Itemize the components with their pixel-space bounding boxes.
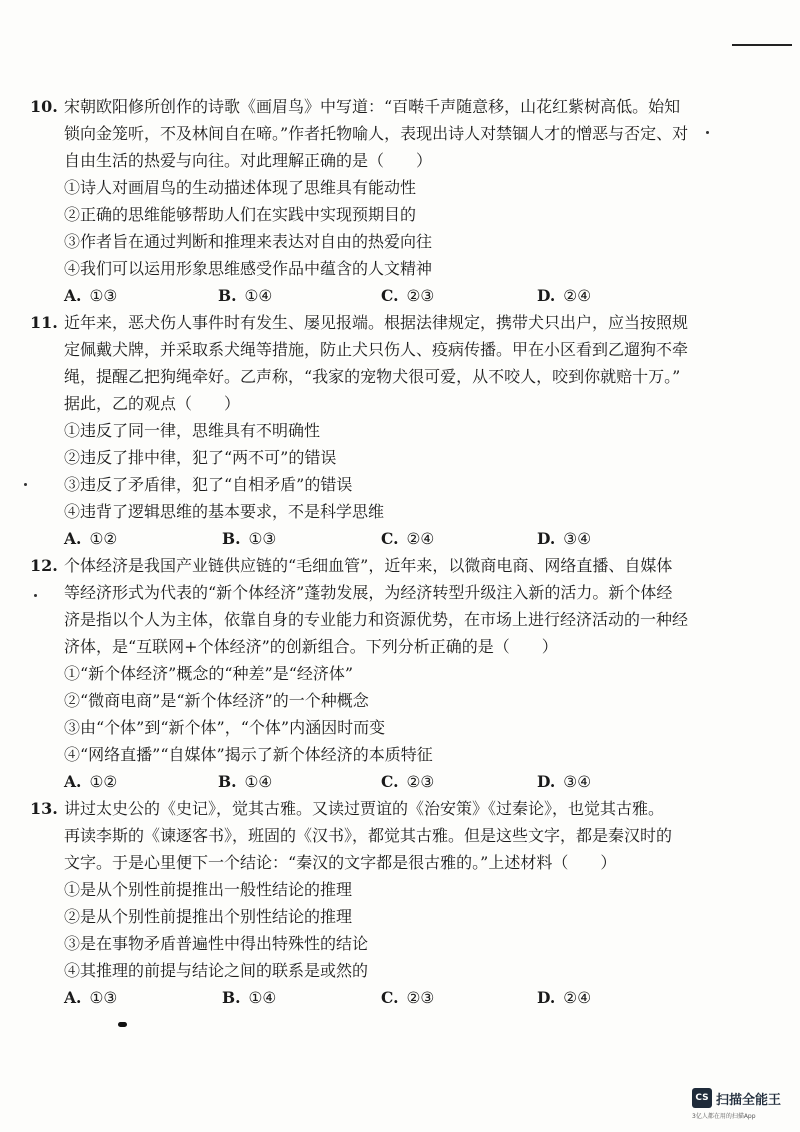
scanner-logo-icon: CS xyxy=(692,1088,712,1108)
choice-a xyxy=(64,529,117,549)
choice-text: ①④ xyxy=(244,773,273,791)
statement-option: ①“新个体经济”概念的“种差”是“经济体” xyxy=(64,664,354,683)
choice-c xyxy=(381,529,434,549)
question-stem-line: 讲过太史公的《史记》，觉其古雅。又读过贾谊的《治安策》《过秦论》，也觉其古雅。 xyxy=(64,799,665,818)
statement-option: ①诗人对画眉鸟的生动描述体现了思维具有能动性 xyxy=(64,178,417,197)
question-stem-line: 锁向金笼听，不及林间自在啼。”作者托物喻人，表现出诗人对禁锢人才的憎恶与否定、对 xyxy=(64,124,689,143)
choice-text: ③④ xyxy=(563,773,592,791)
choice-letter: B. xyxy=(218,772,237,791)
choice-letter: A. xyxy=(64,286,82,305)
question-stem-line: 济体，是“互联网+个体经济”的创新组合。下列分析正确的是（ ） xyxy=(64,637,558,656)
choice-letter: B. xyxy=(222,529,241,548)
choice-text: ①② xyxy=(89,530,118,548)
choice-b xyxy=(222,988,276,1008)
choice-c xyxy=(381,286,434,306)
choice-text: ②④ xyxy=(563,989,592,1007)
question-stem-line: 济是指以个人为主体，依靠自身的专业能力和资源优势，在市场上进行经济活动的一种经 xyxy=(64,610,689,629)
choice-c xyxy=(381,988,434,1008)
choice-text: ②④ xyxy=(406,530,435,548)
statement-option: ②正确的思维能够帮助人们在实践中实现预期目的 xyxy=(64,205,417,224)
choice-letter: A. xyxy=(64,772,82,791)
choice-letter: A. xyxy=(64,529,82,548)
scan-speck xyxy=(706,131,709,134)
choice-text: ①③ xyxy=(248,530,277,548)
choice-letter: B. xyxy=(222,988,241,1007)
choice-letter: C. xyxy=(381,286,399,305)
choice-text: ②④ xyxy=(563,287,592,305)
statement-option: ④违背了逻辑思维的基本要求，不是科学思维 xyxy=(64,502,385,521)
statement-option: ②“微商电商”是“新个体经济”的一个种概念 xyxy=(64,691,369,710)
statement-option: ④其推理的前提与结论之间的联系是或然的 xyxy=(64,961,369,980)
choice-text: ①④ xyxy=(248,989,277,1007)
statement-option: ①是从个别性前提推出一般性结论的推理 xyxy=(64,880,353,899)
scan-blot xyxy=(118,1022,127,1027)
choice-text: ①③ xyxy=(89,989,118,1007)
question-stem-line: 绳，提醒乙把狗绳牵好。乙声称，“我家的宠物犬很可爱，从不咬人，咬到你就赔十万。” xyxy=(64,367,681,386)
choice-text: ①④ xyxy=(244,287,273,305)
question-stem-line: 等经济形式为代表的“新个体经济”蓬勃发展，为经济转型升级注入新的活力。新个体经 xyxy=(64,583,673,602)
choice-b xyxy=(222,529,276,549)
choice-text: ①② xyxy=(89,773,118,791)
choice-letter: D. xyxy=(537,772,556,791)
scan-speck xyxy=(34,594,37,597)
choice-letter: C. xyxy=(381,772,399,791)
choice-text: ②③ xyxy=(406,773,435,791)
statement-option: ④我们可以运用形象思维感受作品中蕴含的人文精神 xyxy=(64,259,433,278)
choice-d xyxy=(537,772,591,792)
choice-text: ②③ xyxy=(406,287,435,305)
scanner-tagline: 3亿人都在用的扫描App xyxy=(692,1113,756,1120)
question-number: 13. xyxy=(30,799,58,818)
choice-d xyxy=(537,988,591,1008)
choice-b xyxy=(218,772,272,792)
choice-letter: D. xyxy=(537,286,556,305)
scan-speck xyxy=(24,483,27,486)
choice-a xyxy=(64,286,117,306)
choice-a xyxy=(64,772,117,792)
choice-text: ③④ xyxy=(563,530,592,548)
question-number: 10. xyxy=(30,97,58,116)
choice-text: ①③ xyxy=(89,287,118,305)
question-stem-line: 近年来，恶犬伤人事件时有发生、屡见报端。根据法律规定，携带犬只出户，应当按照规 xyxy=(64,313,689,332)
scanner-watermark xyxy=(692,1086,792,1122)
choice-a xyxy=(64,988,117,1008)
question-stem-line: 文字。于是心里便下一个结论：“秦汉的文字都是很古雅的。”上述材料（ ） xyxy=(64,853,617,872)
statement-option: ②是从个别性前提推出个别性结论的推理 xyxy=(64,907,353,926)
question-stem-line: 自由生活的热爱与向往。对此理解正确的是（ ） xyxy=(64,151,433,170)
question-stem-line: 宋朝欧阳修所创作的诗歌《画眉鸟》中写道：“百啭千声随意移，山花红紫树高低。始知 xyxy=(64,97,681,116)
question-stem-line: 个体经济是我国产业链供应链的“毛细血管”，近年来，以微商电商、网络直播、自媒体 xyxy=(64,556,673,575)
statement-option: ③是在事物矛盾普遍性中得出特殊性的结论 xyxy=(64,934,369,953)
statement-option: ③作者旨在通过判断和推理来表达对自由的热爱向往 xyxy=(64,232,433,251)
choice-d xyxy=(537,286,591,306)
choice-letter: C. xyxy=(381,529,399,548)
choice-letter: D. xyxy=(537,988,556,1007)
statement-option: ④“网络直播”“自媒体”揭示了新个体经济的本质特征 xyxy=(64,745,433,764)
statement-option: ③由“个体”到“新个体”，“个体”内涵因时而变 xyxy=(64,718,386,737)
choice-b xyxy=(218,286,272,306)
choice-c xyxy=(381,772,434,792)
question-number: 12. xyxy=(30,556,58,575)
choice-letter: A. xyxy=(64,988,82,1007)
top-rule xyxy=(732,44,792,46)
question-stem-line: 定佩戴犬牌，并采取系犬绳等措施，防止犬只伤人、疫病传播。甲在小区看到乙遛狗不牵 xyxy=(64,340,689,359)
question-number: 11. xyxy=(30,313,58,332)
statement-option: ①违反了同一律，思维具有不明确性 xyxy=(64,421,321,440)
choice-letter: D. xyxy=(537,529,556,548)
choice-letter: C. xyxy=(381,988,399,1007)
statement-option: ③违反了矛盾律，犯了“自相矛盾”的错误 xyxy=(64,475,353,494)
statement-option: ②违反了排中律，犯了“两不可”的错误 xyxy=(64,448,337,467)
question-stem-line: 据此，乙的观点（ ） xyxy=(64,394,241,413)
scanner-app-name: 扫描全能王 xyxy=(716,1093,782,1108)
choice-letter: B. xyxy=(218,286,237,305)
choice-d xyxy=(537,529,591,549)
choice-text: ②③ xyxy=(406,989,435,1007)
question-stem-line: 再读李斯的《谏逐客书》，班固的《汉书》，都觉其古雅。但是这些文字，都是秦汉时的 xyxy=(64,826,673,845)
